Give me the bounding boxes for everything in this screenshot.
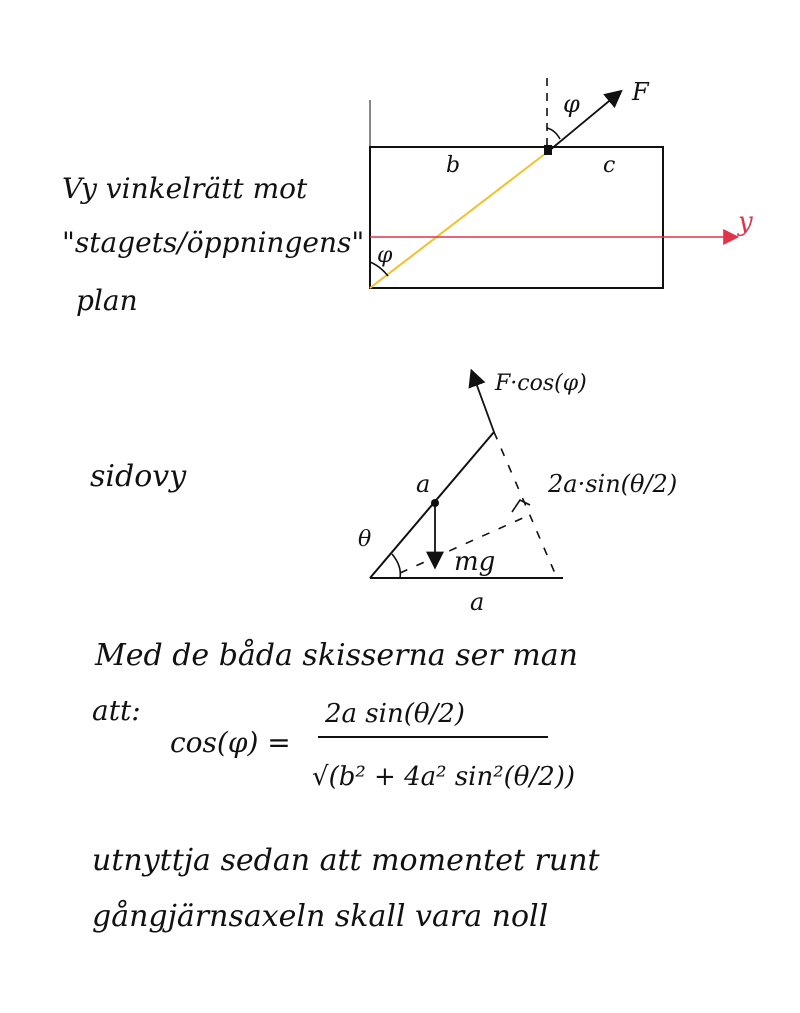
side-view-caption: sidovy	[90, 459, 187, 494]
theta-arc	[392, 554, 400, 578]
right-angle-mark	[512, 500, 530, 512]
label-a-slanted: a	[416, 470, 431, 498]
label-a-base: a	[470, 588, 485, 616]
footer-line2: gångjärnsaxeln skall vara noll	[92, 899, 549, 934]
top-view-diagram	[370, 78, 753, 288]
formula-denominator: √(b² + 4a² sin²(θ/2))	[312, 762, 576, 792]
label-c: c	[603, 153, 616, 178]
conclusion-line1: Med de båda skisserna ser man	[95, 638, 578, 673]
top-view-caption-line1: Vy vinkelrätt mot	[62, 172, 308, 205]
conclusion-line2: att:	[92, 694, 141, 727]
label-phi-bottom: φ	[377, 243, 393, 268]
footer-line1: utnyttja sedan att momentet runt	[92, 843, 600, 878]
label-force-cos-phi: F·cos(φ)	[495, 371, 587, 396]
side-view-diagram	[358, 371, 677, 616]
top-view-caption-line3: plan	[76, 284, 138, 317]
label-chord: 2a·sin(θ/2)	[548, 470, 678, 498]
phi-arc-top	[547, 128, 560, 139]
force-arrow	[472, 372, 494, 432]
label-phi-top: φ	[563, 90, 580, 118]
formula-lhs: cos(φ) =	[170, 726, 291, 759]
label-y: y	[738, 207, 753, 237]
chord-dashed	[494, 432, 557, 578]
label-F: F	[632, 78, 649, 106]
label-mg: mg	[454, 547, 496, 577]
label-theta: θ	[358, 527, 372, 552]
plate-rectangle	[370, 147, 663, 288]
top-view-caption-line2: "stagets/öppningens"	[62, 226, 365, 259]
formula-numerator: 2a sin(θ/2)	[325, 699, 465, 729]
force-F-arrow	[550, 92, 620, 150]
attachment-mark	[544, 145, 552, 155]
label-b: b	[446, 153, 461, 178]
